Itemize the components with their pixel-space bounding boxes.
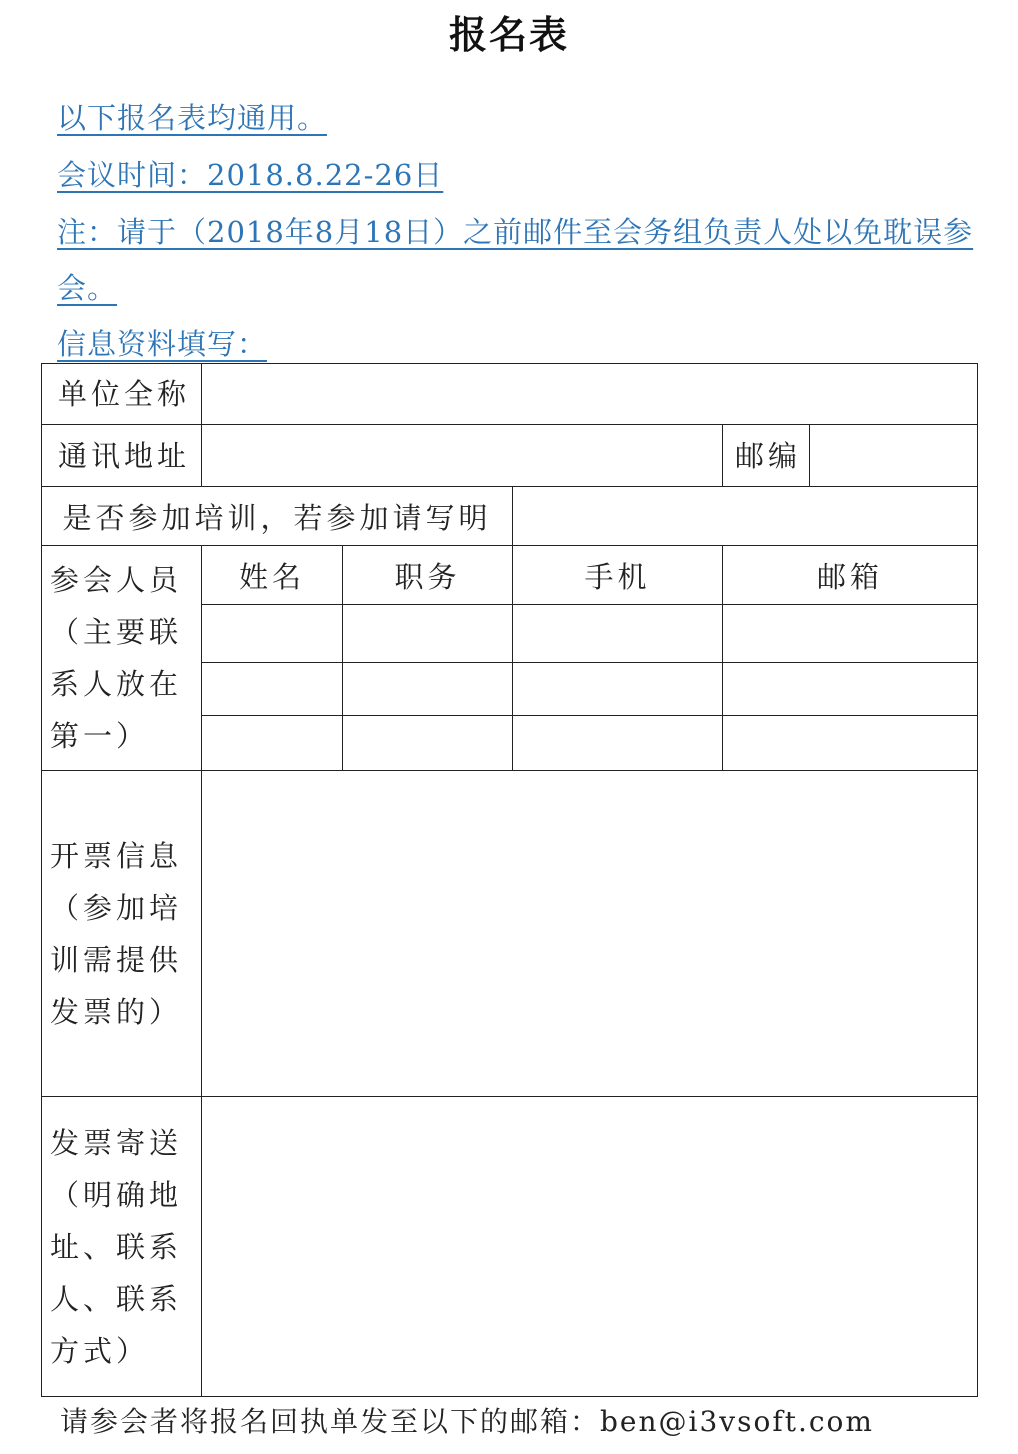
note-fill-info: 信息资料填写： — [57, 327, 268, 361]
note-meeting-time: 会议时间：2018.8.22-26日 — [57, 158, 444, 192]
attendee-phone-cell[interactable] — [513, 716, 723, 771]
page-title: 报名表 — [448, 12, 569, 57]
note-deadline: 注：请于（2018年8月18日）之前邮件至会务组负责人处以免耽误参 — [57, 215, 974, 249]
attendees-label — [42, 546, 202, 771]
attendee-title-cell[interactable] — [343, 663, 513, 716]
attendee-name-cell[interactable] — [202, 605, 343, 663]
address-label: 通讯地址 — [42, 425, 202, 487]
attendee-email-cell[interactable] — [723, 716, 978, 771]
attendee-title-cell[interactable] — [343, 605, 513, 663]
invoice-delivery-label — [42, 1097, 202, 1397]
postcode-field[interactable] — [810, 425, 978, 487]
invoice-delivery-field[interactable] — [202, 1097, 978, 1397]
invoice-delivery-label-text: 发票寄送（明确地址、联系人、联系方式） — [50, 1125, 183, 1368]
postcode-label: 邮编 — [723, 425, 810, 487]
attendee-phone-cell[interactable] — [513, 663, 723, 716]
invoice-info-label-text: 开票信息（参加培训需提供发票的） — [50, 838, 183, 1029]
training-field[interactable] — [513, 487, 978, 546]
invoice-info-field[interactable] — [202, 771, 978, 1097]
attendee-name-cell[interactable] — [202, 716, 343, 771]
col-email-header: 邮箱 — [723, 546, 978, 605]
note-deadline-cont: 会。 — [57, 271, 118, 305]
attendee-title-cell[interactable] — [343, 716, 513, 771]
attendee-email-cell[interactable] — [723, 663, 978, 716]
footer-instruction: 请参会者将报名回执单发至以下的邮箱：ben@i3vsoft.com — [60, 1405, 874, 1438]
attendees-label-text: 参会人员（主要联系人放在第一） — [50, 563, 183, 753]
note-general-use: 以下报名表均通用。 — [57, 101, 328, 135]
org-name-label: 单位全称 — [42, 364, 202, 425]
attendee-email-cell[interactable] — [723, 605, 978, 663]
org-name-field[interactable] — [202, 364, 978, 425]
col-title-header: 职务 — [343, 546, 513, 605]
col-phone-header: 手机 — [513, 546, 723, 605]
invoice-info-label — [42, 771, 202, 1097]
col-name-header: 姓名 — [202, 546, 343, 605]
attendee-name-cell[interactable] — [202, 663, 343, 716]
attendee-phone-cell[interactable] — [513, 605, 723, 663]
address-field[interactable] — [202, 425, 723, 487]
training-label: 是否参加培训，若参加请写明 — [42, 487, 513, 546]
registration-form-table — [41, 363, 978, 1397]
